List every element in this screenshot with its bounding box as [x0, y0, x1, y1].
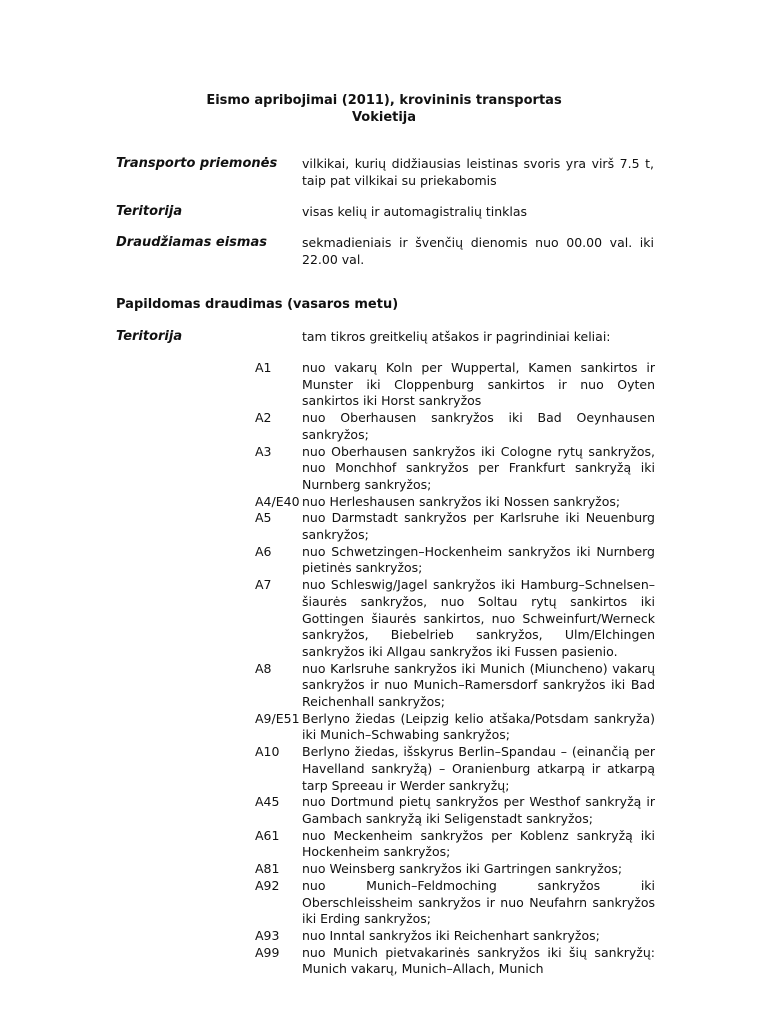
section-territory-label: Teritorija [116, 329, 183, 344]
road-code: A4/E40 [255, 493, 300, 509]
road-item [255, 744, 655, 794]
road-item [255, 410, 655, 443]
road-item [255, 544, 655, 577]
road-item [255, 360, 655, 410]
road-description: nuo Dortmund pietų sankryžos per Westhof sankryžą ir Gambach sankryžą iki Seligenstadt sankryžos; [302, 794, 655, 826]
road-description: Berlyno žiedas (Leipzig kelio atšaka/Potsdam sankryža) iki Munich–Schwabing sankryžos; [302, 710, 655, 743]
field-label-prohibited: Draudžiamas eismas [116, 235, 267, 250]
road-item [255, 494, 655, 511]
road-code: A9/E51 [255, 710, 300, 726]
road-code: A99 [255, 944, 280, 960]
road-description: nuo Darmstadt sankryžos per Karlsruhe iki Neuenburg sankryžos; [302, 510, 655, 543]
road-description: nuo Munich pietvakarinės sankryžos iki šių sankryžų: Munich vakarų, Munich–Allach, Munich [302, 944, 655, 977]
road-code: A45 [255, 794, 280, 810]
road-description: nuo Schleswig/Jagel sankryžos iki Hamburg–Schnelsen–šiaurės sankryžos, nuo Soltau rytų sankirtos iki Gottingen šiaurės sankirtos, nuo Schweinfurt/Werneck sankryžos, Biebelrieb sankryžos, Ulm/Elchingen sankryžos iki Allgau sankryžos iki Fussen pasienio. [302, 577, 655, 659]
road-code: A5 [255, 510, 272, 526]
road-description: nuo Meckenheim sankryžos per Koblenz sankryžą iki Hockenheim sankryžos; [302, 827, 655, 860]
field-value-vehicles: vilkikai, kurių didžiausias leistinas svoris yra virš 7.5 t, taip pat vilkikai su priekabomis [302, 156, 654, 188]
road-code: A61 [255, 827, 280, 843]
road-item [255, 794, 655, 827]
road-code: A8 [255, 660, 272, 676]
document-subtitle: Vokietija [351, 110, 417, 125]
road-item [255, 444, 655, 494]
road-code: A7 [255, 577, 272, 593]
field-label-territory: Teritorija [116, 204, 183, 219]
road-code: A6 [255, 543, 272, 559]
section-heading: Papildomas draudimas (vasaros metu) [116, 297, 399, 312]
road-item [255, 828, 655, 861]
road-item [255, 928, 655, 945]
road-description: nuo Oberhausen sankryžos iki Bad Oeynhausen sankryžos; [302, 410, 655, 442]
road-code: A10 [255, 744, 280, 760]
road-item [255, 861, 655, 878]
road-description: nuo vakarų Koln per Wuppertal, Kamen sankirtos ir Munster iki Cloppenburg sankirtos ir nuo Oyten sankirtos iki Horst sankryžos [302, 360, 655, 409]
road-code: A92 [255, 877, 280, 893]
road-item [255, 577, 655, 661]
road-list [255, 360, 655, 978]
road-description: nuo Munich–Feldmoching sankryžos iki Oberschleissheim sankryžos ir nuo Neufahrn sankryžos iki Erding sankryžos; [302, 877, 655, 927]
road-code: A1 [255, 360, 272, 375]
road-item [255, 878, 655, 928]
road-description: nuo Schwetzingen–Hockenheim sankryžos iki Nurnberg pietinės sankryžos; [302, 543, 655, 576]
road-description: nuo Herleshausen sankryžos iki Nossen sankryžos; [302, 493, 621, 509]
section-territory-value: tam tikros greitkelių atšakos ir pagrindiniai keliai: [302, 329, 611, 344]
field-value-territory: visas kelių ir automagistralių tinklas [302, 204, 528, 219]
document-title: Eismo apribojimai (2011), krovininis transportas [206, 93, 562, 108]
road-code: A2 [255, 410, 272, 426]
field-value-prohibited: sekmadieniais ir švenčių dienomis nuo 00.00 val. iki 22.00 val. [302, 235, 654, 267]
road-item [255, 945, 655, 978]
road-description: nuo Weinsberg sankryžos iki Gartringen sankryžos; [302, 861, 623, 877]
road-description: nuo Oberhausen sankryžos iki Cologne rytų sankryžos, nuo Monchhof sankryžos per Frankfurt sankryžą iki Nurnberg sankryžos; [302, 443, 655, 492]
road-description: Berlyno žiedas, išskyrus Berlin–Spandau – (einančią per Havelland sankryžą) – Oranienburg atkarpą ir atkarpą tarp Spreeau ir Werder sankryžų; [302, 744, 655, 793]
road-item [255, 711, 655, 744]
road-code: A3 [255, 443, 272, 459]
road-code: A81 [255, 861, 280, 877]
road-item [255, 510, 655, 543]
road-description: nuo Karlsruhe sankryžos iki Munich (Miuncheno) vakarų sankryžos ir nuo Munich–Ramersdorf sankryžos iki Bad Reichenhall sankryžos; [302, 660, 655, 710]
road-item [255, 661, 655, 711]
field-label-vehicles: Transporto priemonės [116, 156, 278, 171]
road-code: A93 [255, 927, 280, 943]
road-description: nuo Inntal sankryžos iki Reichenhart sankryžos; [302, 927, 600, 943]
